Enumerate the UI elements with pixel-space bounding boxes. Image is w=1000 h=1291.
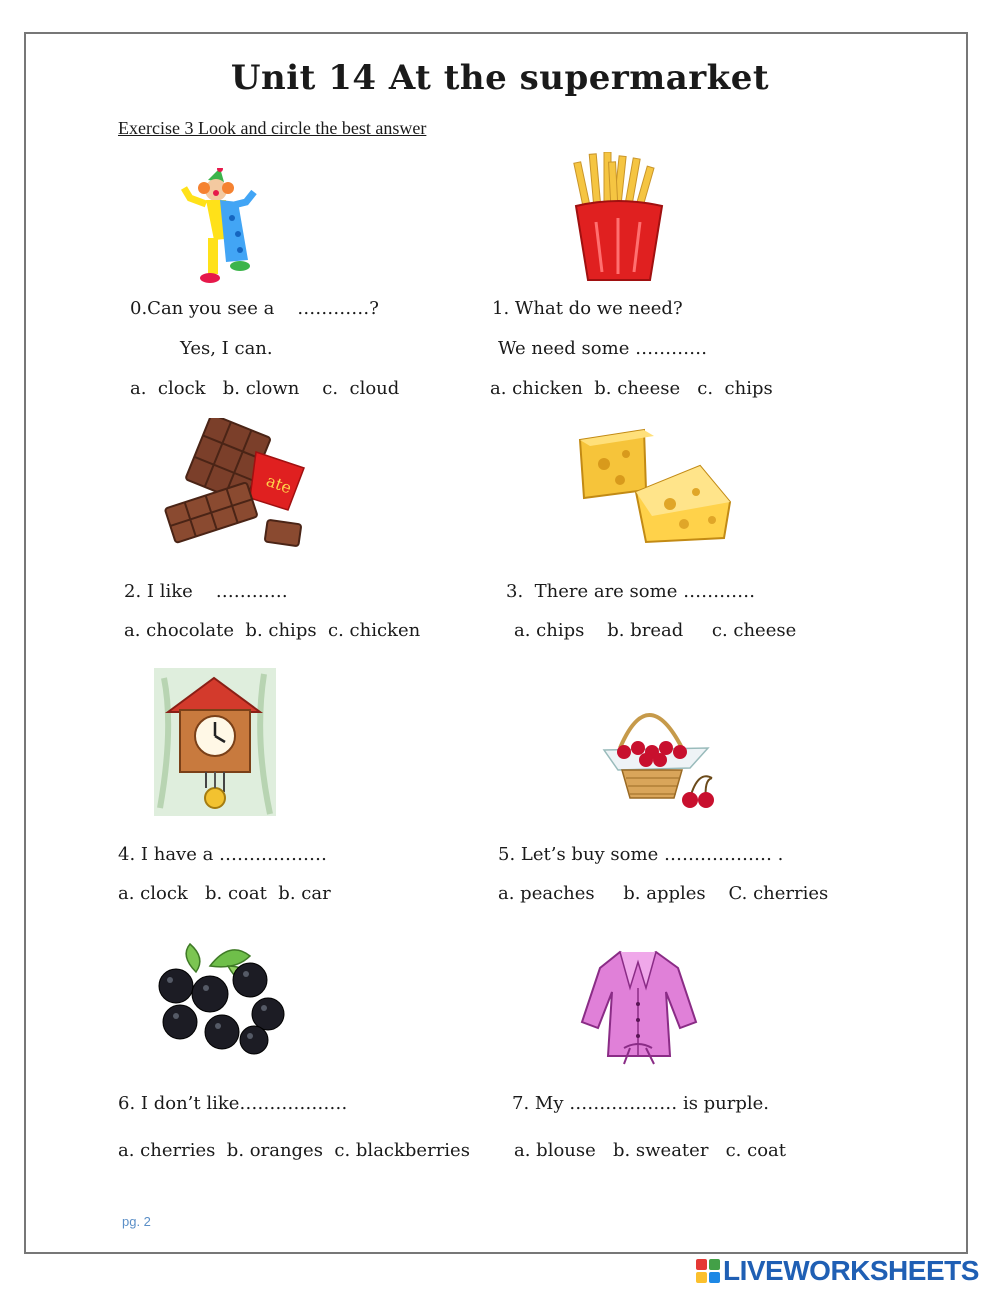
french-fries-picture	[566, 152, 670, 284]
chocolate-picture	[164, 418, 310, 552]
q0-options[interactable]: a. clock b. clown c. cloud	[130, 378, 400, 399]
page-title: Unit 14 At the supermarket	[230, 58, 770, 98]
q7-options[interactable]: a. blouse b. sweater c. coat	[514, 1140, 786, 1161]
exercise-instruction: Exercise 3 Look and circle the best answer	[118, 118, 427, 138]
q3-question: 3. There are some …………	[506, 581, 756, 602]
cherries-basket-picture	[598, 690, 728, 812]
purple-blouse-picture	[580, 948, 698, 1068]
q2-question: 2. I like …………	[124, 581, 288, 602]
cheese-picture	[574, 420, 734, 552]
q4-question: 4. I have a ………………	[118, 844, 328, 865]
liveworksheets-logo[interactable]	[696, 1254, 979, 1288]
q3-options[interactable]: a. chips b. bread c. cheese	[514, 620, 797, 641]
q1-answer-line: We need some …………	[498, 338, 708, 359]
q0-question: 0.Can you see a …………?	[130, 298, 379, 319]
clown-picture	[180, 168, 260, 286]
q6-options[interactable]: a. cherries b. oranges c. blackberries	[118, 1140, 470, 1161]
q1-question: 1. What do we need?	[492, 298, 683, 319]
q1-options[interactable]: a. chicken b. cheese c. chips	[490, 378, 773, 399]
page-number: pg. 2	[122, 1214, 151, 1229]
blackberries-picture	[150, 936, 294, 1056]
q5-options[interactable]: a. peaches b. apples C. cherries	[498, 883, 829, 904]
logo-icon	[696, 1259, 720, 1283]
q2-options[interactable]: a. chocolate b. chips c. chicken	[124, 620, 421, 641]
cuckoo-clock-picture	[154, 668, 276, 816]
worksheet-frame	[24, 32, 968, 1254]
q7-question: 7. My ……………… is purple.	[512, 1093, 770, 1114]
logo-text: LIVEWORKSHEETS	[723, 1255, 979, 1286]
q5-question: 5. Let’s buy some ……………… .	[498, 844, 784, 865]
q6-question: 6. I don’t like………………	[118, 1093, 348, 1114]
q4-options[interactable]: a. clock b. coat b. car	[118, 883, 331, 904]
q0-answer-line: Yes, I can.	[180, 338, 273, 359]
svg-text:ate: ate	[263, 470, 295, 498]
